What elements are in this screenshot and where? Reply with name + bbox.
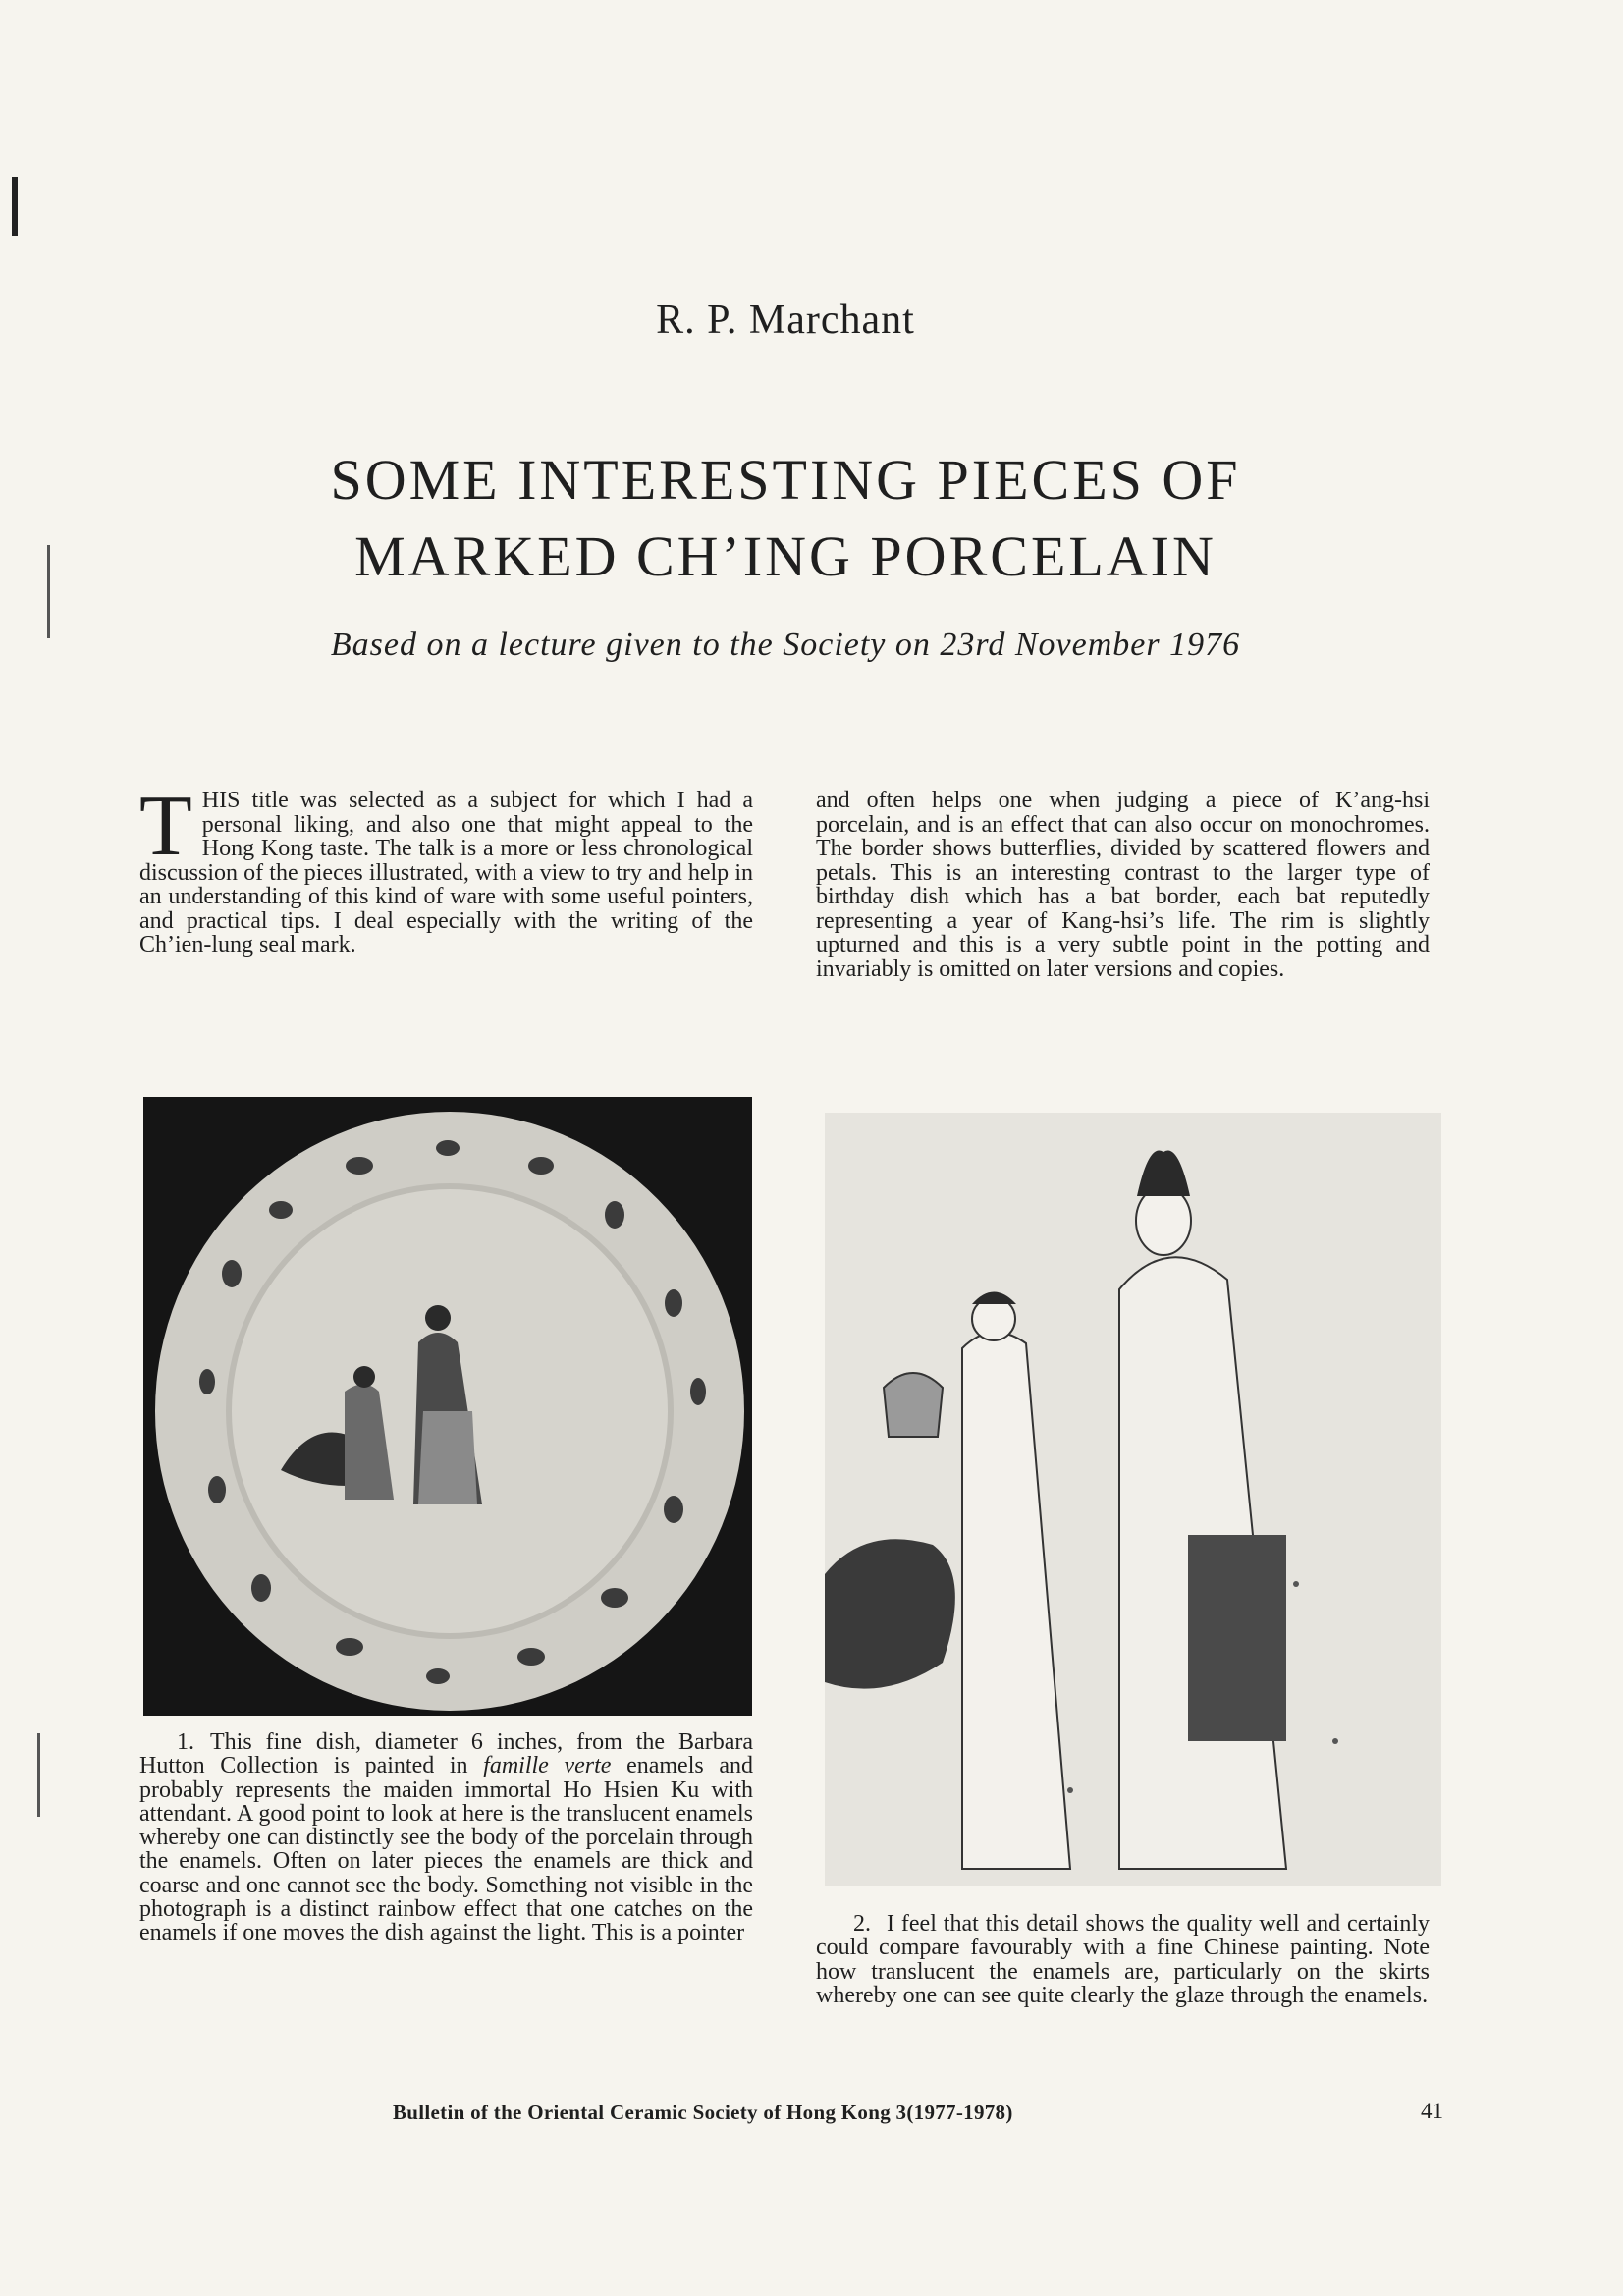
body-paragraph-right: and often helps one when judging a piece of K’ang-hsi porcelain, and is an effect that can also occur on monochromes. The border shows butterflies, divided by scattered flowers and petals. This is an interesting contrast to the larger type of birthday dish which has a bat border, each bat reputedly representing a year of Kang-hsi’s life. The rim is slightly upturned and this is a very subtle point in the potting and invariably is omitted on later versions and copies.: [816, 788, 1430, 982]
figure-1-caption: [139, 1730, 753, 1945]
body-column-right: [816, 789, 1430, 981]
article-title: [0, 442, 1571, 595]
figure-1-dish-photo: [143, 1097, 752, 1716]
caption-1-text-a: This fine dish, diameter 6 inches, from the Barbara Hutton Collection is painted in: [139, 1729, 753, 1779]
caption-2-text: I feel that this detail shows the quality well and certainly could compare favourably with a fine Chinese painting. Note how translucent the enamels are, particularly on the skirts whereby one can see quite clearly the glaze through the enamels.: [816, 1911, 1430, 2008]
caption-2-number: 2.: [853, 1911, 871, 1937]
caption-1-number: 1.: [177, 1729, 194, 1755]
title-line-2: MARKED CH’ING PORCELAIN: [354, 524, 1217, 588]
dish-illustration: [143, 1097, 752, 1716]
figure-2-detail-photo: [825, 1113, 1441, 1886]
body-column-left: [139, 779, 753, 957]
figure-2-caption: [816, 1912, 1430, 2007]
caption-1-text-b: enamels and probably represents the maiden immortal Ho Hsien Ku with attendant. A good point to look at here is the translucent enamels whereby one can distinctly see the body of the porcelain through the enamels. Often on later pieces the enamels are thick and coarse and one cannot see the body. Something not visible in the photograph is a distinct rainbow effect that one catches on the enamels if one moves the dish against the light. This is a pointer: [139, 1753, 753, 1946]
body-paragraph-left: HIS title was selected as a subject for which I had a personal liking, and also one that might appeal to the Hong Kong taste. The talk is a more or less chronological discussion of the pieces illustrated, with a view to try and help in an understanding of this kind of ware with some useful pointers, and practical tips. I deal especially with the writing of the Ch’ien-lung seal mark.: [139, 788, 753, 957]
page-number: 41: [1421, 2099, 1443, 2123]
title-line-1: SOME INTERESTING PIECES OF: [330, 448, 1241, 512]
drop-cap: T: [139, 779, 192, 874]
scan-edge-mark-low: [37, 1733, 40, 1817]
scan-edge-mark-top: [12, 177, 18, 236]
caption-1-italic: famille verte: [483, 1753, 612, 1779]
journal-footer: Bulletin of the Oriental Ceramic Society of Hong Kong 3(1977-1978): [393, 2101, 1013, 2124]
figures-illustration: [825, 1113, 1441, 1886]
article-subtitle: Based on a lecture given to the Society on 23rd November 1976: [330, 627, 1241, 663]
author-name: R. P. Marchant: [656, 298, 915, 343]
